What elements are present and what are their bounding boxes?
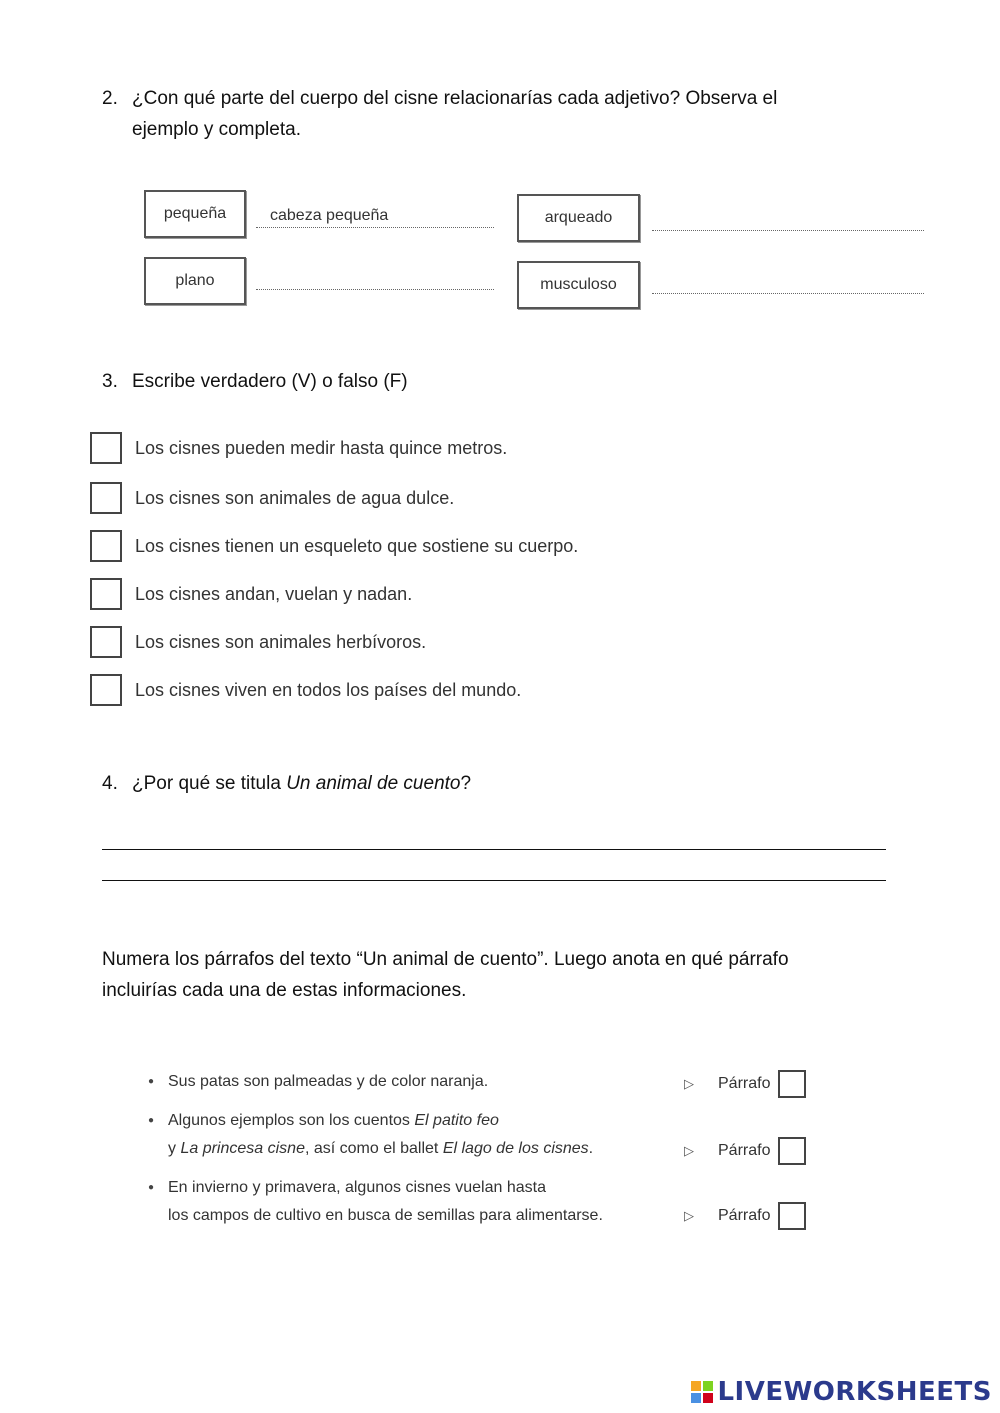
paragraph-number-box[interactable] [778, 1202, 806, 1230]
statement-text: Los cisnes tienen un esqueleto que sostiene su cuerpo. [135, 535, 579, 556]
adjective-box [144, 257, 246, 305]
question-2-prompt [102, 83, 777, 145]
question-3-prompt [102, 366, 408, 397]
info-text: Sus patas son palmeadas y de color naranja. [168, 1073, 489, 1091]
triangle-icon: ▷ [684, 1076, 694, 1091]
logo-square [703, 1393, 713, 1403]
logo-square [691, 1393, 701, 1403]
statement-text: Los cisnes viven en todos los países del mundo. [135, 679, 522, 700]
statement-text: Los cisnes pueden medir hasta quince metros. [135, 437, 508, 458]
info-item [148, 1107, 593, 1163]
info-text: y [168, 1140, 181, 1158]
info-text: Algunos ejemplos son los cuentos [168, 1112, 415, 1130]
paragraph-label: Párrafo [718, 1207, 771, 1224]
logo-text: LIVEWORKSHEETS [717, 1377, 992, 1407]
answer-field[interactable] [652, 270, 924, 294]
statement-row [90, 478, 454, 518]
example-answer: cabeza pequeña [270, 207, 389, 224]
bullet-icon: ● [148, 1115, 155, 1126]
question-text-cont: ejemplo y completa. [132, 119, 301, 140]
paragraph-answer [684, 1200, 806, 1232]
adjective-label: pequeña [163, 205, 227, 222]
answer-line[interactable] [102, 849, 886, 850]
paragraph-label: Párrafo [718, 1142, 771, 1159]
statement-row [90, 428, 507, 468]
info-item [148, 1068, 488, 1096]
adjective-box [144, 190, 246, 238]
true-false-checkbox[interactable] [90, 578, 122, 610]
adjective-box [517, 261, 640, 309]
statement-row [90, 622, 426, 662]
answer-line[interactable] [102, 880, 886, 881]
adjective-label: musculoso [540, 276, 617, 293]
adjective-box [517, 194, 640, 242]
statement-text: Los cisnes son animales de agua dulce. [135, 487, 455, 508]
question-4-prompt [102, 768, 471, 799]
info-item [148, 1174, 603, 1230]
info-text-italic: La princesa cisne [180, 1140, 305, 1158]
triangle-icon: ▷ [684, 1143, 694, 1158]
question-number: 3. [102, 371, 118, 392]
paragraph-label: Párrafo [718, 1075, 771, 1092]
info-text-italic: El lago de los cisnes [442, 1140, 589, 1158]
liveworksheets-logo [691, 1377, 992, 1407]
bullet-icon: ● [148, 1076, 155, 1087]
paragraph-task-prompt [102, 944, 789, 1006]
true-false-checkbox[interactable] [90, 530, 122, 562]
paragraph-answer [684, 1135, 806, 1167]
true-false-checkbox[interactable] [90, 626, 122, 658]
question-number: 4. [102, 773, 118, 794]
true-false-checkbox[interactable] [90, 674, 122, 706]
adjective-label: plano [175, 272, 215, 289]
bullet-icon: ● [148, 1182, 155, 1193]
task-text-cont: incluirías cada una de estas informaciones. [102, 980, 467, 1001]
statement-row [90, 526, 578, 566]
logo-mark-icon [691, 1381, 713, 1403]
statement-row [90, 670, 521, 710]
paragraph-number-box[interactable] [778, 1137, 806, 1165]
info-text-italic: El patito feo [414, 1112, 499, 1130]
info-text: . [588, 1140, 594, 1158]
answer-field[interactable] [256, 266, 494, 290]
question-mark: ? [460, 773, 472, 794]
question-number: 2. [102, 88, 118, 109]
paragraph-number-box[interactable] [778, 1070, 806, 1098]
triangle-icon: ▷ [684, 1208, 694, 1223]
question-text: ¿Con qué parte del cuerpo del cisne relacionarías cada adjetivo? Observa el [132, 88, 778, 109]
question-text: ¿Por qué se titula [132, 773, 287, 794]
info-text: los campos de cultivo en busca de semillas para alimentarse. [168, 1207, 603, 1225]
statement-text: Los cisnes andan, vuelan y nadan. [135, 583, 413, 604]
true-false-checkbox[interactable] [90, 432, 122, 464]
answer-field[interactable] [652, 207, 924, 231]
logo-square [703, 1381, 713, 1391]
logo-square [691, 1381, 701, 1391]
info-text: En invierno y primavera, algunos cisnes vuelan hasta [168, 1179, 546, 1197]
statement-text: Los cisnes son animales herbívoros. [135, 631, 427, 652]
answer-field[interactable] [256, 204, 494, 228]
task-text: Numera los párrafos del texto “Un animal de cuento”. Luego anota en qué párrafo [102, 949, 789, 970]
true-false-checkbox[interactable] [90, 482, 122, 514]
question-text: Escribe verdadero (V) o falso (F) [132, 371, 408, 392]
paragraph-answer [684, 1068, 806, 1100]
info-text: , así como el ballet [304, 1140, 443, 1158]
adjective-label: arqueado [544, 209, 613, 226]
story-title: Un animal de cuento [286, 773, 461, 794]
statement-row [90, 574, 412, 614]
